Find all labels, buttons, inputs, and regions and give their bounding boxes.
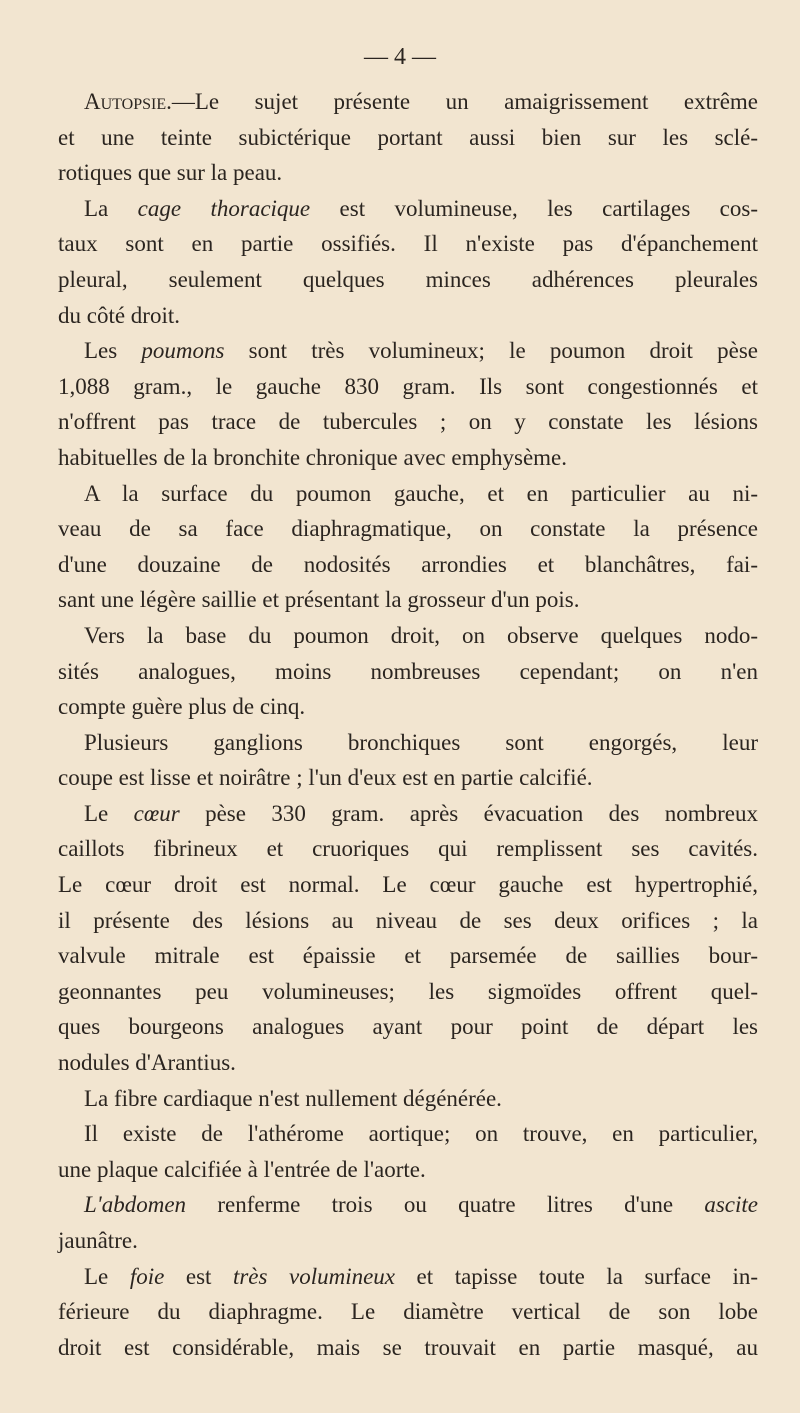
text-segment: est volumineuse, les cartilages cos- bbox=[310, 195, 758, 221]
text-segment: Le bbox=[84, 1263, 130, 1289]
italic-term: ascite bbox=[704, 1192, 758, 1218]
text-line bbox=[58, 226, 758, 262]
text-line bbox=[58, 120, 758, 156]
text-line bbox=[58, 440, 758, 476]
text-segment: et tapisse toute la surface in- bbox=[395, 1263, 758, 1289]
text-segment: valvule mitrale est épaissie et parsemée de saillies bour- bbox=[58, 943, 758, 969]
text-line bbox=[58, 262, 758, 298]
text-line bbox=[58, 1045, 758, 1081]
italic-term: très volumineux bbox=[232, 1263, 396, 1289]
text-segment: —Le sujet présente un amaigrissement extrême bbox=[171, 89, 758, 114]
text-segment: sont très volumineux; le poumon droit pèse bbox=[224, 338, 758, 364]
text-line bbox=[58, 191, 758, 227]
section-heading: Autopsie. bbox=[84, 89, 172, 114]
text-line bbox=[58, 760, 758, 796]
text-line bbox=[58, 1259, 758, 1295]
text-segment: Les bbox=[84, 338, 142, 364]
text-segment: du côté droit. bbox=[58, 302, 180, 328]
text-segment: jaunâtre. bbox=[58, 1228, 138, 1253]
text-segment: ques bourgeons analogues ayant pour point de départ les bbox=[58, 1014, 758, 1040]
text-line bbox=[58, 84, 758, 120]
text-line bbox=[58, 298, 758, 334]
text-segment: compte guère plus de cinq. bbox=[58, 694, 306, 720]
text-segment: taux sont en partie ossifiés. Il n'existe pas d'épanchement bbox=[58, 231, 758, 257]
text-line bbox=[58, 938, 758, 974]
text-segment: sant une légère saillie et présentant la grosseur d'un pois. bbox=[58, 587, 580, 613]
text-segment: Plusieurs ganglions bronchiques sont engorgés, leur bbox=[84, 729, 758, 755]
text-segment: il présente des lésions au niveau de ses deux orifices ; la bbox=[58, 907, 758, 933]
text-segment: geonnantes peu volumineuses; les sigmoïdes offrent quel- bbox=[58, 978, 758, 1004]
text-segment: n'offrent pas trace de tubercules ; on y constate les lésions bbox=[58, 409, 758, 435]
text-segment: pèse 330 gram. après évacuation des nombreux bbox=[179, 800, 758, 826]
text-segment: veau de sa face diaphragmatique, on constate la présence bbox=[58, 516, 758, 542]
text-line bbox=[58, 1294, 758, 1330]
text-line bbox=[58, 476, 758, 512]
text-segment: caillots fibrineux et cruoriques qui remplissent ses cavités. bbox=[58, 836, 758, 862]
text-segment: A la surface du poumon gauche, et en particulier au ni- bbox=[84, 480, 758, 506]
text-line bbox=[58, 725, 758, 761]
text-segment: d'une douzaine de nodosités arrondies et blanchâtres, fai- bbox=[58, 551, 758, 577]
text-segment: nodules d'Arantius. bbox=[58, 1050, 236, 1076]
text-line bbox=[58, 689, 758, 725]
text-segment: férieure du diaphragme. Le diamètre vertical de son lobe bbox=[58, 1299, 758, 1325]
text-segment: 1,088 gram., le gauche 830 gram. Ils sont congestionnés et bbox=[58, 373, 758, 399]
text-line bbox=[58, 1009, 758, 1045]
text-segment: habituelles de la bronchite chronique avec emphysème. bbox=[58, 444, 567, 470]
text-line bbox=[58, 1330, 758, 1366]
italic-term: cœur bbox=[133, 800, 180, 826]
text-line bbox=[58, 1223, 758, 1259]
italic-term: foie bbox=[129, 1263, 165, 1289]
text-line bbox=[58, 796, 758, 832]
text-line bbox=[58, 654, 758, 690]
text-line bbox=[58, 155, 758, 191]
text-segment: est bbox=[164, 1263, 233, 1289]
text-segment: pleural, seulement quelques minces adhérences pleurales bbox=[58, 266, 758, 292]
text-segment: rotiques que sur la peau. bbox=[58, 160, 283, 186]
text-line bbox=[58, 1116, 758, 1152]
text-line bbox=[58, 369, 758, 405]
text-line bbox=[58, 1152, 758, 1188]
text-line bbox=[58, 404, 758, 440]
text-segment: et une teinte subictérique portant aussi bien sur les sclé- bbox=[58, 124, 758, 150]
italic-term: L'abdomen bbox=[84, 1192, 187, 1218]
text-segment: droit est considérable, mais se trouvait en partie masqué, au bbox=[58, 1334, 758, 1360]
text-segment: une plaque calcifiée à l'entrée de l'aorte. bbox=[58, 1156, 426, 1182]
text-segment: La bbox=[84, 195, 138, 221]
italic-term: cage thoracique bbox=[137, 195, 311, 221]
text-line bbox=[58, 547, 758, 583]
text-segment: Le bbox=[84, 800, 134, 826]
text-segment: coupe est lisse et noirâtre ; l'un d'eux est en partie calcifié. bbox=[58, 765, 593, 791]
text-line bbox=[58, 1187, 758, 1223]
text-segment: renferme trois ou quatre litres d'une bbox=[186, 1192, 705, 1218]
text-line bbox=[58, 511, 758, 547]
page-number: — 4 — bbox=[364, 44, 436, 70]
text-line bbox=[58, 867, 758, 903]
italic-term: poumons bbox=[141, 338, 225, 364]
text-line bbox=[58, 974, 758, 1010]
text-line bbox=[58, 831, 758, 867]
text-segment: Il existe de l'athérome aortique; on trouve, en particulier, bbox=[84, 1121, 758, 1147]
text-line bbox=[58, 582, 758, 618]
body-text bbox=[58, 84, 758, 1365]
text-segment: La fibre cardiaque n'est nullement dégénérée. bbox=[84, 1085, 502, 1111]
text-segment: sités analogues, moins nombreuses cependant; on n'en bbox=[58, 658, 758, 684]
text-line bbox=[58, 618, 758, 654]
text-line bbox=[58, 333, 758, 369]
text-segment: Le cœur droit est normal. Le cœur gauche est hypertrophié, bbox=[58, 872, 758, 898]
text-segment: Vers la base du poumon droit, on observe quelques nodo- bbox=[84, 622, 758, 648]
text-line bbox=[58, 1081, 758, 1117]
text-line bbox=[58, 903, 758, 939]
